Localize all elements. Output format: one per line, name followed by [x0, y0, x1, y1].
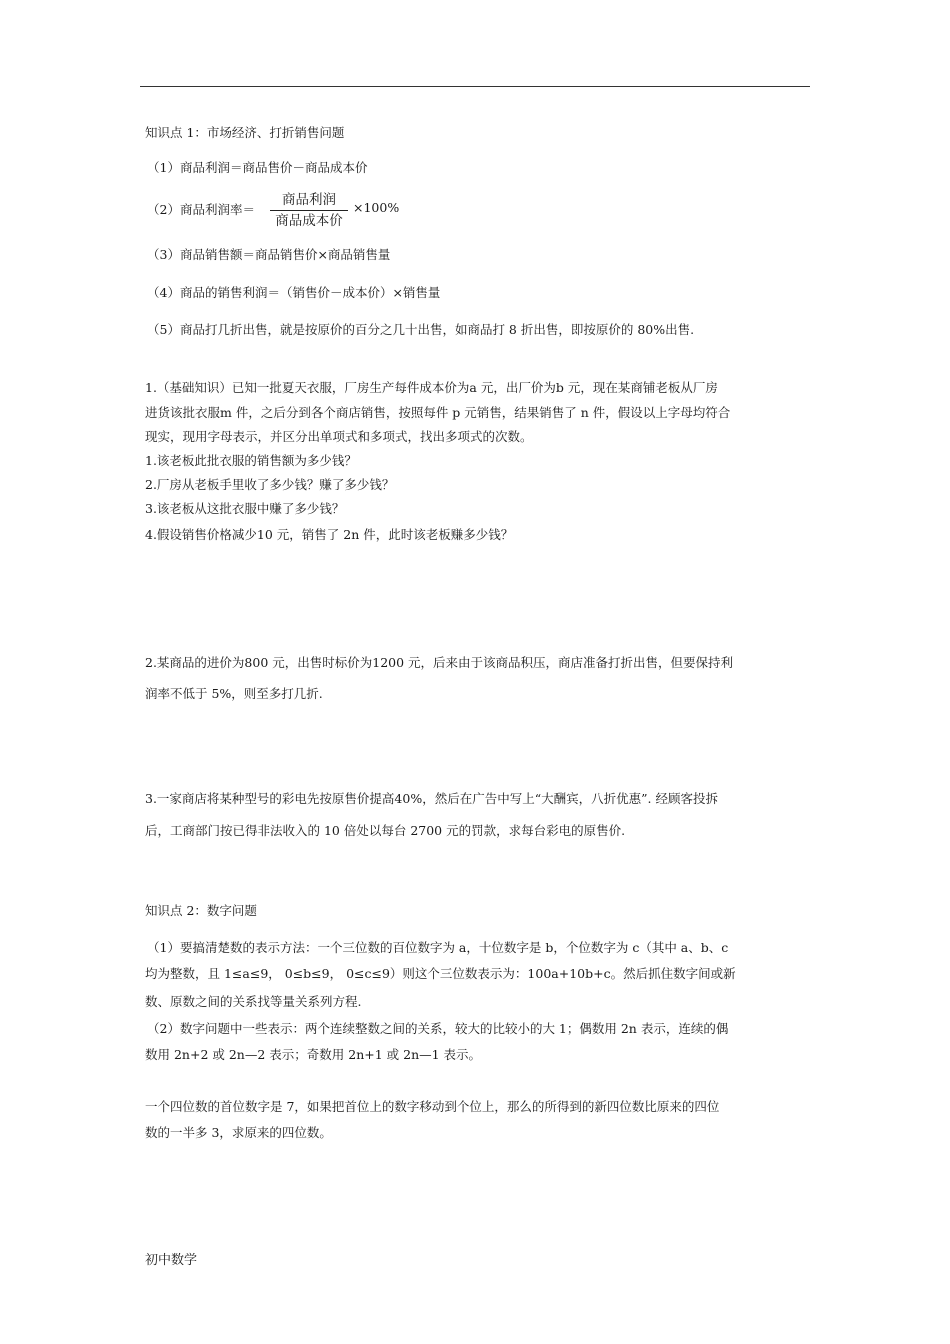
kp1-formula-4: （4）商品的销售利润＝（销售价－成本价）×销售量	[147, 285, 441, 300]
kp1-formula-1: （1）商品利润＝商品售价－商品成本价	[147, 160, 368, 175]
q2-line-1: 2.某商品的进价为800 元，出售时标价为1200 元，后来由于该商品积压，商店准备打折出售，但要保持利	[145, 655, 734, 670]
q4-line-1: 一个四位数的首位数字是 7，如果把首位上的数字移动到个位上，那么的所得到的新四位数比原来的四位	[145, 1099, 720, 1114]
kp1-formula-3: （3）商品销售额＝商品销售价×商品销售量	[147, 247, 391, 262]
kp1-title: 知识点 1：市场经济、打折销售问题	[145, 125, 345, 140]
q1-sub-3: 3.该老板从这批衣服中赚了多少钱？	[145, 501, 345, 516]
kp2-title: 知识点 2：数字问题	[145, 903, 257, 918]
q3-line-1: 3.一家商店将某种型号的彩电先按原售价提高40%，然后在广告中写上“大酬宾，八折优惠”. 经顾客投拆	[145, 791, 718, 806]
q3-line-2: 后，工商部门按已得非法收入的 10 倍处以每台 2700 元的罚款，求每台彩电的原售价.	[145, 823, 626, 838]
kp2-para-2-line-1: （2）数字问题中一些表示：两个连续整数之间的关系，较大的比较小的大 1；偶数用 2n 表示，连续的偶	[147, 1021, 729, 1036]
fraction-numerator: 商品利润	[282, 192, 336, 208]
q1-sub-2: 2.厂房从老板手里收了多少钱？赚了多少钱？	[145, 477, 395, 492]
q1-line-3: 现实，现用字母表示，并区分出单项式和多项式，找出多项式的次数。	[145, 429, 533, 444]
footer-label: 初中数学	[145, 1253, 198, 1268]
kp2-para-2-line-2: 数用 2n+2 或 2n—2 表示；奇数用 2n+1 或 2n—1 表示。	[145, 1047, 482, 1062]
q1-sub-4: 4.假设销售价格减少10 元，销售了 2n 件，此时该老板赚多少钱？	[145, 527, 514, 542]
q1-line-2: 进货该批衣服m 件，之后分到各个商店销售，按照每件 p 元销售，结果销售了 n 件，假设以上字母均符合	[145, 405, 731, 420]
q4-line-2: 数的一半多 3，求原来的四位数。	[145, 1125, 332, 1140]
kp1-formula-2-prefix: （2）商品利润率＝	[147, 202, 255, 217]
kp2-para-1-line-1: （1）要搞清楚数的表示方法：一个三位数的百位数字为 a，十位数字是 b，个位数字为 c（其中 a、b、c	[147, 940, 729, 955]
header-rule	[140, 86, 810, 87]
kp2-para-1-line-3: 数、原数之间的关系找等量关系列方程.	[145, 994, 362, 1009]
q2-line-2: 润率不低于 5%，则至多打几折.	[145, 686, 323, 701]
fraction-denominator: 商品成本价	[275, 213, 343, 229]
q1-line-1: 1.（基础知识）已知一批夏天衣服，厂房生产每件成本价为a 元，出厂价为b 元，现在某商铺老板从厂房	[145, 380, 718, 395]
fraction-bar	[270, 210, 348, 211]
kp1-formula-5: （5）商品打几折出售，就是按原价的百分之几十出售，如商品打 8 折出售，即按原价的 80%出售.	[147, 322, 695, 337]
kp2-para-1-line-2: 均为整数，且 1≤a≤9， 0≤b≤9， 0≤c≤9）则这个三位数表示为：100a+10b+c。然后抓住数字间或新	[145, 966, 736, 981]
kp1-formula-2-suffix: ×100%	[353, 200, 400, 215]
profit-rate-fraction	[270, 192, 348, 230]
q1-sub-1: 1.该老板此批衣服的销售额为多少钱？	[145, 453, 357, 468]
